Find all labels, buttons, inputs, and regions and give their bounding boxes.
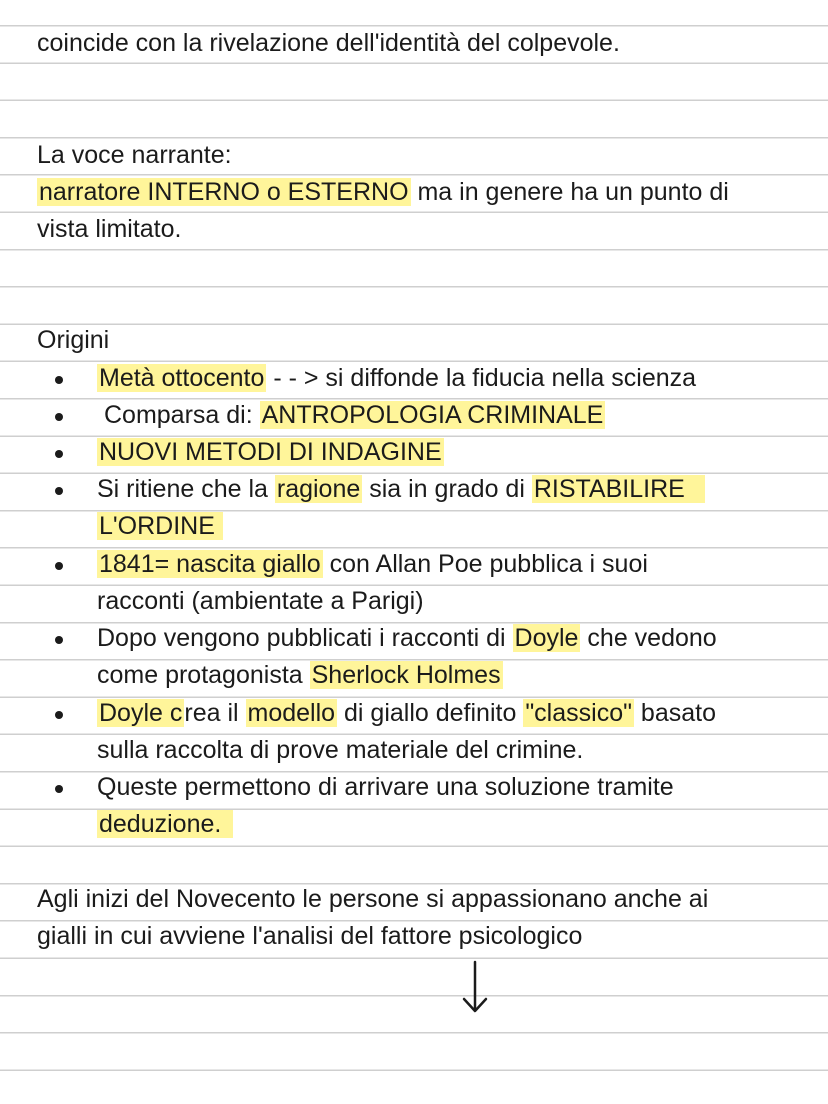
bullet-item: Doyle crea il modello di giallo definito "classico" basato (0, 695, 828, 732)
voce-heading: La voce narrante: (37, 141, 232, 169)
bullet-icon (55, 636, 63, 644)
text-line: vista limitato. (37, 215, 182, 243)
bullet-continuation: deduzione. (0, 806, 828, 843)
bullet-item: NUOVI METODI DI INDAGINE (0, 434, 828, 471)
bullet-item: Si ritiene che la ragione sia in grado di RISTABILIRE (0, 471, 828, 508)
bullet-item: 1841= nascita giallo con Allan Poe pubblica i suoi (0, 546, 828, 583)
bullet-item: Metà ottocento - - > si diffonde la fiducia nella scienza (0, 360, 828, 397)
line-text: coincide con la rivelazione dell'identità del colpevole. (37, 29, 620, 57)
bullet-icon (55, 487, 63, 495)
bullet-item: Dopo vengono pubblicati i racconti di Doyle che vedono (0, 620, 828, 657)
highlight: narratore INTERNO o ESTERNO (39, 178, 409, 206)
bullet-icon (55, 450, 63, 458)
bullet-continuation: sulla raccolta di prove materiale del crimine. (97, 736, 584, 764)
bullet-icon (55, 376, 63, 384)
bullet-continuation: racconti (ambientate a Parigi) (97, 587, 424, 615)
bullet-icon (55, 413, 63, 421)
bullet-continuation: come protagonista Sherlock Holmes (97, 661, 501, 689)
origini-heading: Origini (37, 326, 110, 354)
bullet-item: Queste permettono di arrivare una soluzione tramite (0, 769, 828, 806)
bullet-item: Comparsa di: ANTROPOLOGIA CRIMINALE (0, 397, 828, 434)
text-line: gialli in cui avviene l'analisi del fattore psicologico (37, 922, 583, 950)
bullet-icon (55, 785, 63, 793)
arrow-down-icon (459, 958, 491, 1018)
text-line: Agli inizi del Novecento le persone si appassionano anche ai (37, 885, 709, 913)
bullet-icon (55, 562, 63, 570)
text-line: narratore INTERNO o ESTERNO ma in genere ha un punto di (39, 178, 729, 206)
bullet-continuation: L'ORDINE (0, 508, 828, 545)
bullet-icon (55, 711, 63, 719)
text-line (0, 25, 828, 62)
